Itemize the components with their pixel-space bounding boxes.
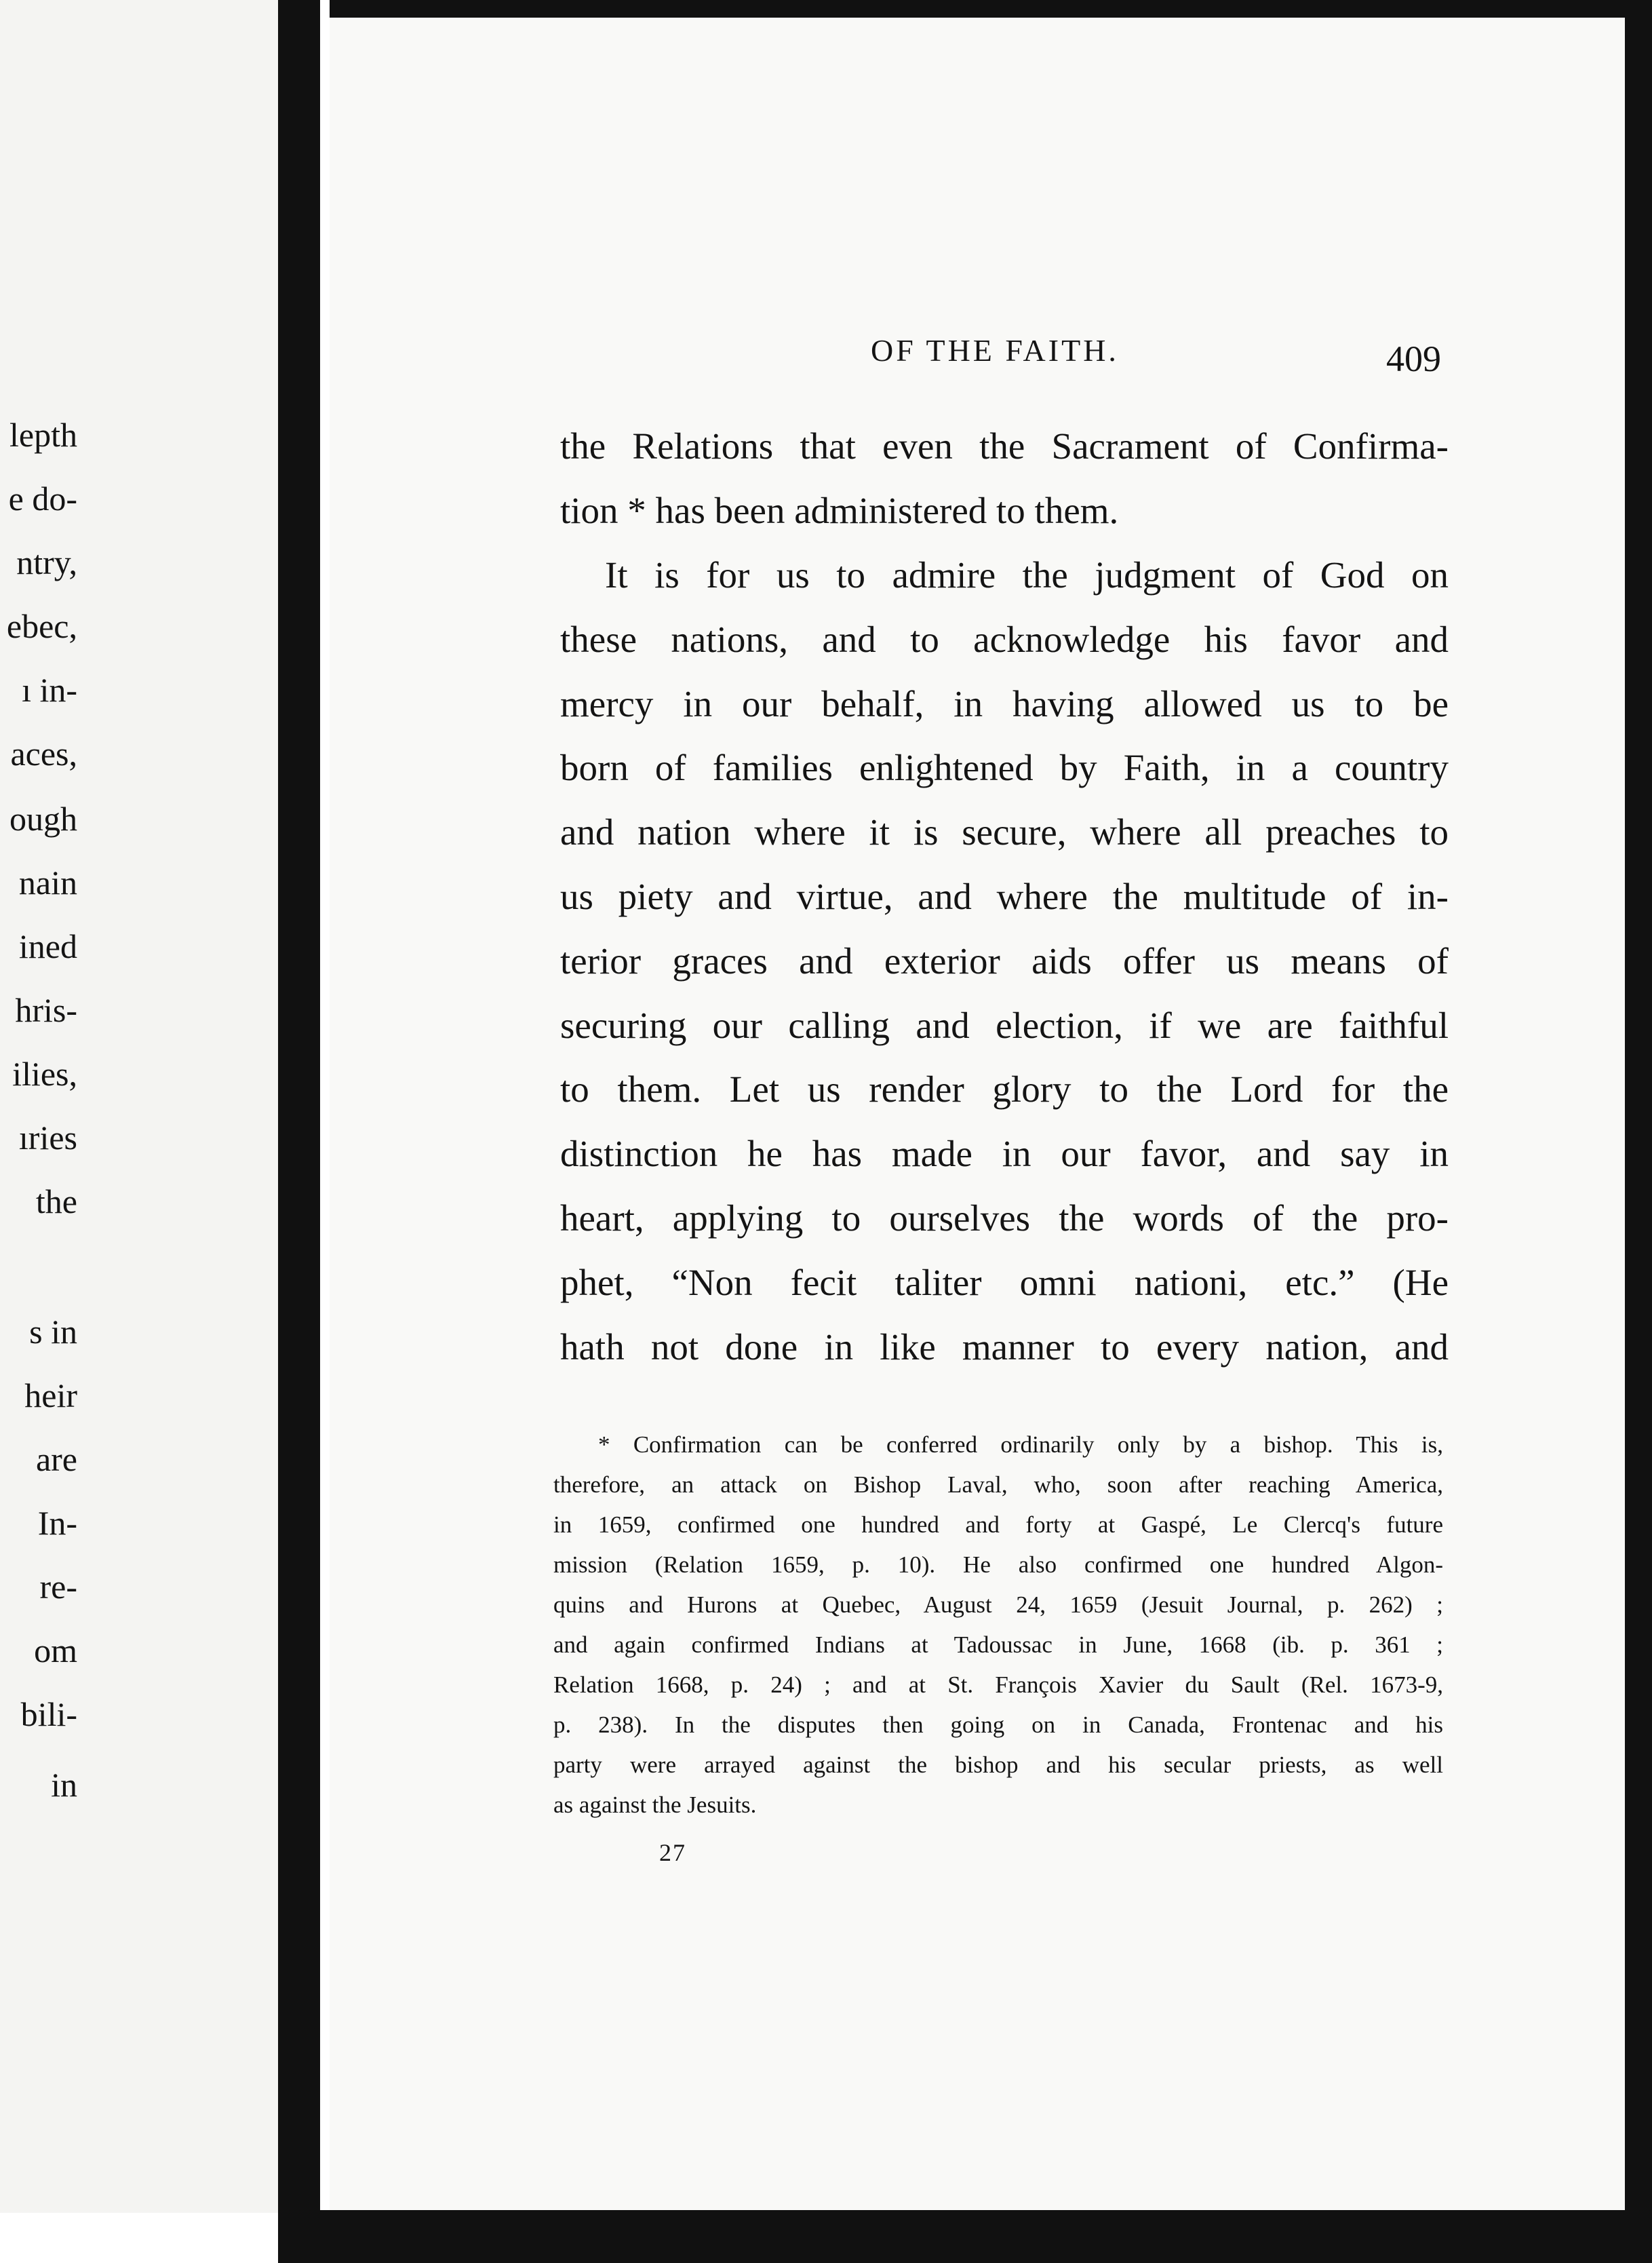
body-text-line: terior graces and exterior aids offer us means of: [560, 940, 1449, 982]
body-text-line: It is for us to admire the judgment of God on: [605, 554, 1449, 596]
left-page-text-fragment: hris-: [15, 991, 77, 1029]
left-page-text-fragment: om: [34, 1631, 77, 1669]
body-text-line: tion * has been administered to them.: [560, 490, 1119, 531]
left-page-text-fragment: e do-: [8, 480, 77, 518]
left-page-text-fragment: In-: [37, 1504, 77, 1542]
left-page-text-fragment: ntry,: [16, 543, 77, 581]
footnote-line: and again confirmed Indians at Tadoussac in June, 1668 (ib. p. 361 ;: [553, 1631, 1443, 1658]
printer-signature-mark: 27: [659, 1839, 686, 1866]
left-page-text-fragment: s in: [29, 1313, 77, 1351]
running-head: OF THE FAITH.: [871, 333, 1119, 368]
footnote-line: in 1659, confirmed one hundred and forty at Gaspé, Le Clercq's future: [553, 1511, 1443, 1538]
body-text-line: distinction he has made in our favor, and say in: [560, 1133, 1449, 1174]
left-page-text-fragment: heir: [24, 1376, 77, 1414]
scan-bottom-left-margin: [0, 2213, 278, 2263]
left-page-text-fragment: re-: [39, 1568, 77, 1606]
footnote-line: mission (Relation 1659, p. 10). He also confirmed one hundred Algon-: [553, 1551, 1443, 1578]
body-text-line: heart, applying to ourselves the words of the pro-: [560, 1197, 1449, 1239]
gutter-inner-margin: [320, 0, 330, 2263]
footnote-line: party were arrayed against the bishop and his secular priests, as well: [553, 1752, 1443, 1778]
left-page-text-fragment: aces,: [10, 735, 77, 773]
body-text-line: us piety and virtue, and where the multitude of in-: [560, 876, 1449, 917]
left-page-text-fragment: ebec,: [6, 607, 77, 645]
footnote-line: therefore, an attack on Bishop Laval, who, soon after reaching America,: [553, 1471, 1443, 1498]
left-page-text-fragment: nain: [18, 864, 77, 902]
left-page-text-fragment: ilies,: [12, 1055, 77, 1093]
body-text-line: mercy in our behalf, in having allowed us to be: [560, 683, 1449, 724]
left-page-text-fragment: ined: [18, 927, 77, 965]
body-text-line: phet, “Non fecit taliter omni nationi, etc.” (He: [560, 1262, 1449, 1303]
footnote-line: * Confirmation can be conferred ordinarily only by a bishop. This is,: [598, 1431, 1443, 1458]
body-text-line: securing our calling and election, if we are faithful: [560, 1005, 1449, 1046]
scan-right-edge: [1625, 0, 1652, 2263]
body-text-line: and nation where it is secure, where all preaches to: [560, 811, 1449, 853]
body-text-line: born of families enlightened by Faith, in a country: [560, 747, 1449, 788]
left-page-text-fragment: ı in-: [22, 671, 77, 709]
left-page-text-fragment: ıries: [18, 1119, 77, 1157]
left-page-text-fragment: ough: [9, 800, 77, 838]
left-facing-page: [0, 0, 312, 2263]
scan-bottom-edge: [278, 2210, 1652, 2263]
footnote-line: as against the Jesuits.: [553, 1792, 757, 1818]
left-page-text-fragment: lepth: [9, 416, 77, 454]
page-number: 409: [1386, 339, 1441, 379]
left-page-text-fragment: are: [35, 1440, 77, 1478]
left-page-text-fragment: the: [35, 1182, 77, 1220]
footnote-line: p. 238). In the disputes then going on in Canada, Frontenac and his: [553, 1711, 1443, 1738]
body-text-line: to them. Let us render glory to the Lord for the: [560, 1068, 1449, 1110]
left-page-text-fragment: in: [51, 1766, 77, 1804]
body-text-line: these nations, and to acknowledge his favor and: [560, 619, 1449, 660]
body-text-line: hath not done in like manner to every nation, and: [560, 1326, 1449, 1368]
footnote-line: quins and Hurons at Quebec, August 24, 1659 (Jesuit Journal, p. 262) ;: [553, 1591, 1443, 1618]
body-text-line: the Relations that even the Sacrament of Confirma-: [560, 425, 1449, 467]
left-page-text-fragment: bili-: [20, 1695, 77, 1733]
footnote-line: Relation 1668, p. 24) ; and at St. François Xavier du Sault (Rel. 1673-9,: [553, 1671, 1443, 1698]
scan-top-edge: [330, 0, 1652, 18]
